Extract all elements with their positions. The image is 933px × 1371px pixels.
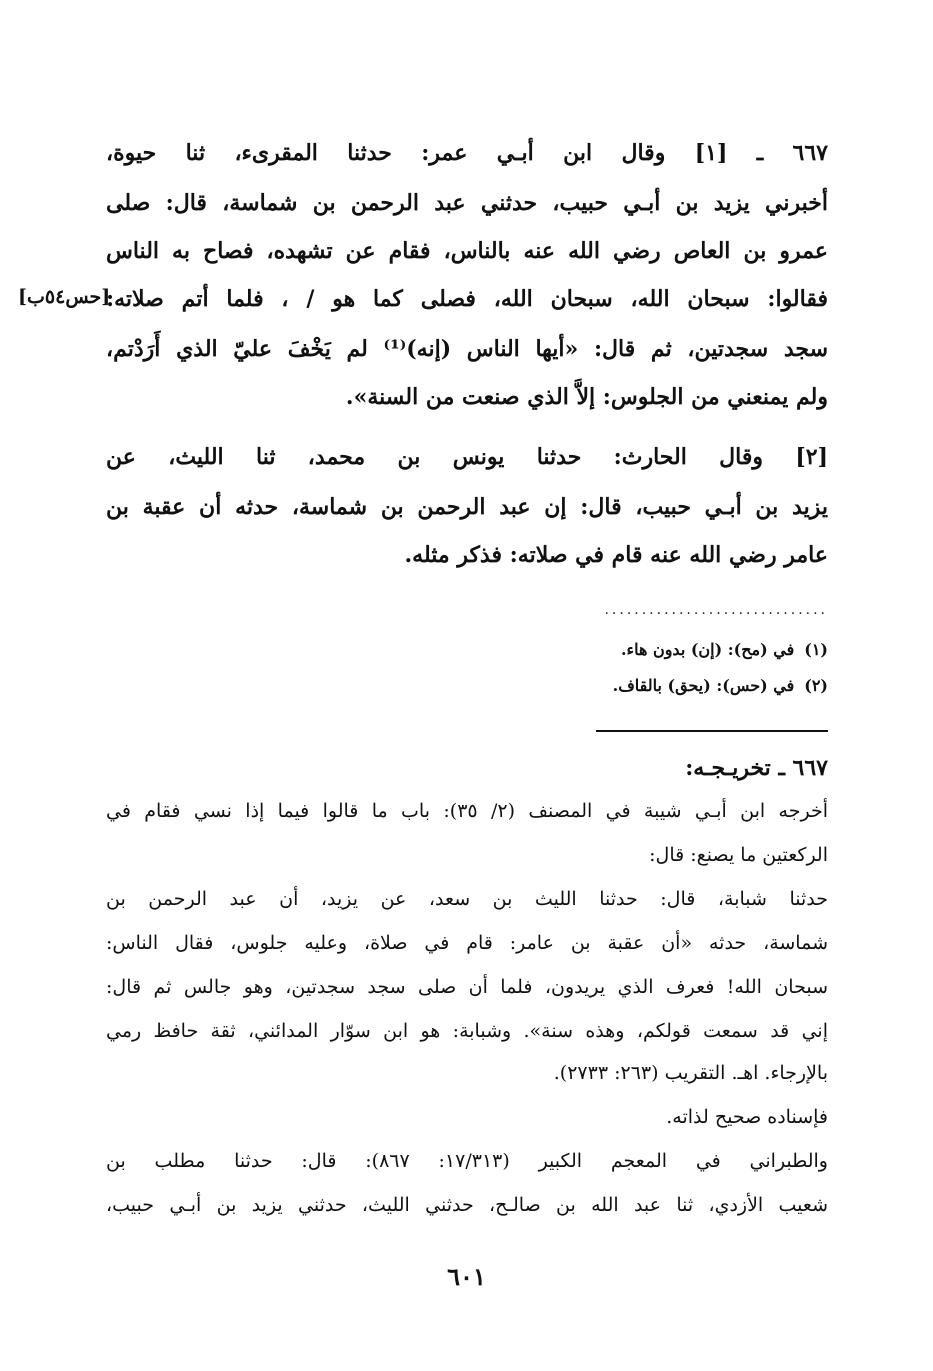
page-number: ٦٠١: [447, 1262, 486, 1291]
takhrij-line-4: شماسة، حدثه «أن عقبة بن عامر: قام في صلاة، وعليه جلوس، فقال الناس:: [106, 932, 828, 954]
footnote-1: [621, 640, 828, 659]
footnote-1-text: في (مح): (إن) بدون هاء.: [620, 640, 795, 659]
margin-manuscript-note: [حس٥٤ب]: [18, 286, 111, 308]
takhrij-line-9: والطبراني في المعجم الكبير (١٧/٣١٣: ٨٦٧): قال: حدثنا مطلب بن: [106, 1150, 828, 1172]
section-rule: [596, 730, 828, 732]
main-text-line-7: [٢] وقال الحارث: حدثنا يونس بن محمد، ثنا الليث، عن: [106, 444, 828, 470]
main-text-line-4: فقالوا: سبحان الله، سبحان الله، فصلى كما هو / ، فلما أتم صلاته:: [106, 286, 828, 312]
footnote-2-text: في (حس): (يحق) بالقاف.: [612, 676, 795, 695]
footnote-2: [613, 676, 828, 695]
takhrij-line-10: شعيب الأزدي، ثنا عبد الله بن صالـح، حدثني الليث، حدثني يزيد بن أبـي حبيب،: [106, 1194, 828, 1216]
main-text-line-5: سجد سجدتين، ثم قال: «أيها الناس (إنه)⁽¹⁾ لم يَخْفَ عليّ الذي أَرَدْتم،: [106, 336, 828, 362]
takhrij-line-5: سبحان الله! فعرف الذي يريدون، فلما أن صلى سجد سجدتين، وهو جالس ثم قال:: [106, 976, 828, 998]
footnote-separator: ..............................: [604, 602, 828, 618]
main-text-line-8: يزيد بن أبـي حبيب، قال: إن عبد الرحمن بن شماسة، حدثه أن عقبة بن: [106, 494, 828, 520]
main-text-line-1: ٦٦٧ ـ [١] وقال ابن أبـي عمر: حدثنا المقرىء، ثنا حيوة،: [106, 140, 828, 166]
main-text-line-9: عامر رضي الله عنه قام في صلاته: فذكر مثله.: [404, 542, 828, 568]
takhrij-line-1: أخرجه ابن أبـي شيبة في المصنف (٢/ ٣٥): باب ما قالوا فيما إذا نسي فقام في: [106, 800, 828, 822]
takhrij-line-8: فإسناده صحيح لذاته.: [666, 1106, 828, 1128]
takhrij-heading: ٦٦٧ ـ تخريـجـه:: [685, 755, 828, 781]
takhrij-line-7: بالإرجاء. اهـ. التقريب (٢٦٣: ٢٧٣٣).: [553, 1062, 828, 1084]
footnote-1-number: (١): [804, 640, 828, 659]
footnote-2-number: (٢): [804, 676, 828, 695]
main-text-line-6: ولم يمنعني من الجلوس: إلاَّ الذي صنعت من السنة».: [345, 384, 828, 410]
main-text-line-3: عمرو بن العاص رضي الله عنه بالناس، فقام عن تشهده، فصاح به الناس: [106, 238, 828, 264]
takhrij-line-2: الركعتين ما يصنع: قال:: [649, 844, 828, 866]
takhrij-line-6: إني قد سمعت قولكم، وهذه سنة». وشبابة: هو ابن سوّار المدائني، ثقة حافظ رمي: [106, 1020, 828, 1042]
takhrij-line-3: حدثنا شبابة، قال: حدثنا الليث بن سعد، عن يزيد، أن عبد الرحمن بن: [106, 888, 828, 910]
main-text-line-2: أخبرني يزيد بن أبـي حبيب، حدثني عبد الرحمن بن شماسة، قال: صلى: [106, 190, 828, 216]
